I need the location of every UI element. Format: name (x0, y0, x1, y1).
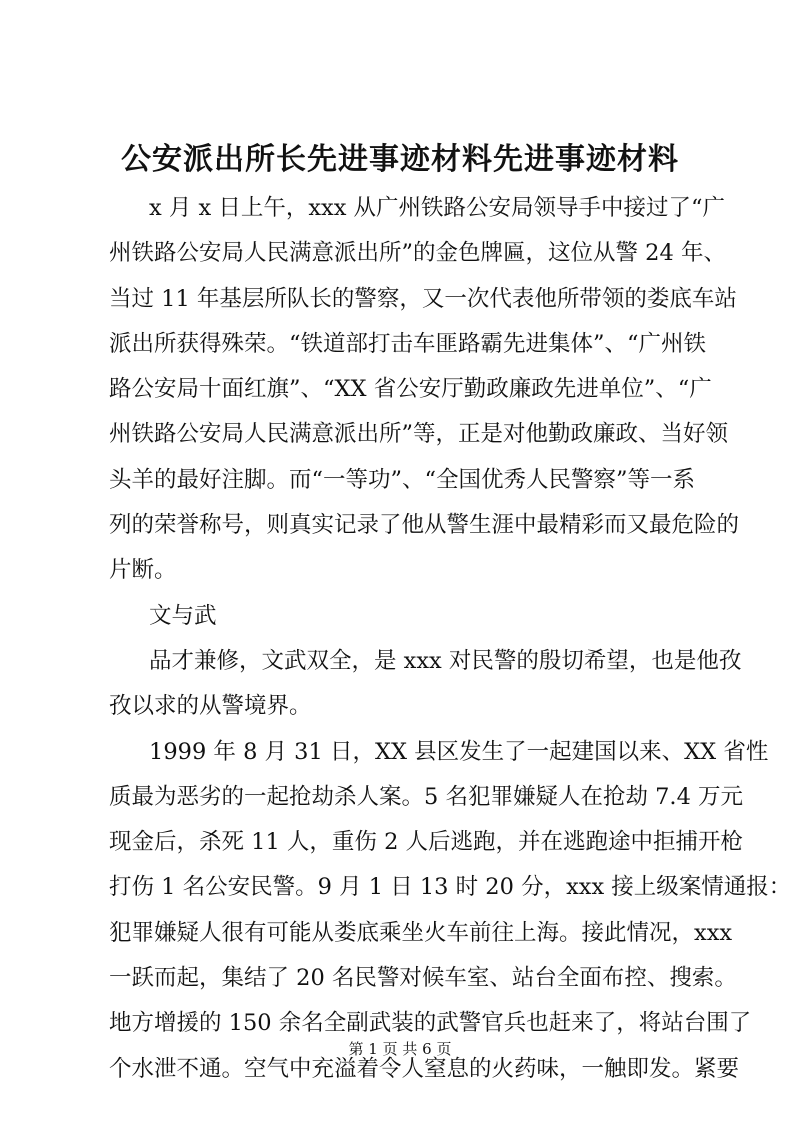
paragraph-line: 个水泄不通。空气中充溢着令人窒息的火药味，一触即发。紧要 (109, 1055, 740, 1082)
paragraph-line: 质最为恶劣的一起抢劫杀人案。5 名犯罪嫌疑人在抢劫 7.4 万元 (109, 783, 744, 810)
document-body (109, 186, 792, 1092)
paragraph-line: 派出所获得殊荣。“铁道部打击车匪路霸先进集体”、“广州铁 (109, 330, 707, 357)
paragraph-line: 犯罪嫌疑人很有可能从娄底乘坐火车前往上海。接此情况，xxx (109, 919, 733, 946)
paragraph-line: 一跃而起，集结了 20 名民警对候车室、站台全面布控、搜索。 (109, 965, 737, 992)
section-heading: 文与武 (149, 602, 217, 629)
paragraph-line: 头羊的最好注脚。而“一等功”、“全国优秀人民警察”等一系 (109, 466, 696, 493)
page-number-footer: 第 1 页 共 6 页 (348, 1040, 452, 1058)
paragraph-line: 当过 11 年基层所队长的警察，又一次代表他所带领的娄底车站 (109, 285, 737, 312)
paragraph-line: 品才兼修，文武双全，是 xxx 对民警的殷切希望，也是他孜 (149, 647, 742, 674)
paragraph-line: 州铁路公安局人民满意派出所”的金色牌匾，这位从警 24 年、 (109, 240, 726, 267)
paragraph-line: 现金后，杀死 11 人，重伤 2 人后逃跑，并在逃跑途中拒捕开枪 (109, 829, 744, 856)
paragraph-line: 列的荣誉称号，则真实记录了他从警生涯中最精彩而又最危险的 (109, 512, 740, 539)
document-title: 公安派出所长先进事迹材料先进事迹材料 (121, 142, 679, 177)
paragraph-line: 州铁路公安局人民满意派出所”等，正是对他勤政廉政、当好领 (109, 421, 729, 448)
paragraph-line: 孜以求的从警境界。 (109, 693, 312, 720)
paragraph-line: 片断。 (109, 557, 177, 584)
paragraph-line: 1999 年 8 月 31 日，XX 县区发生了一起建国以来、XX 省性 (149, 738, 769, 765)
paragraph-line: x 月 x 日上午，xxx 从广州铁路公安局领导手中接过了“广 (149, 195, 726, 221)
paragraph-line: 地方增援的 150 余名全副武装的武警官兵也赶来了，将站台围了 (109, 1010, 752, 1037)
paragraph-line: 打伤 1 名公安民警。9 月 1 日 13 时 20 分，xxx 接上级案情通报： (109, 874, 792, 901)
paragraph-line: 路公安局十面红旗”、“XX 省公安厅勤政廉政先进单位”、“广 (109, 376, 712, 403)
